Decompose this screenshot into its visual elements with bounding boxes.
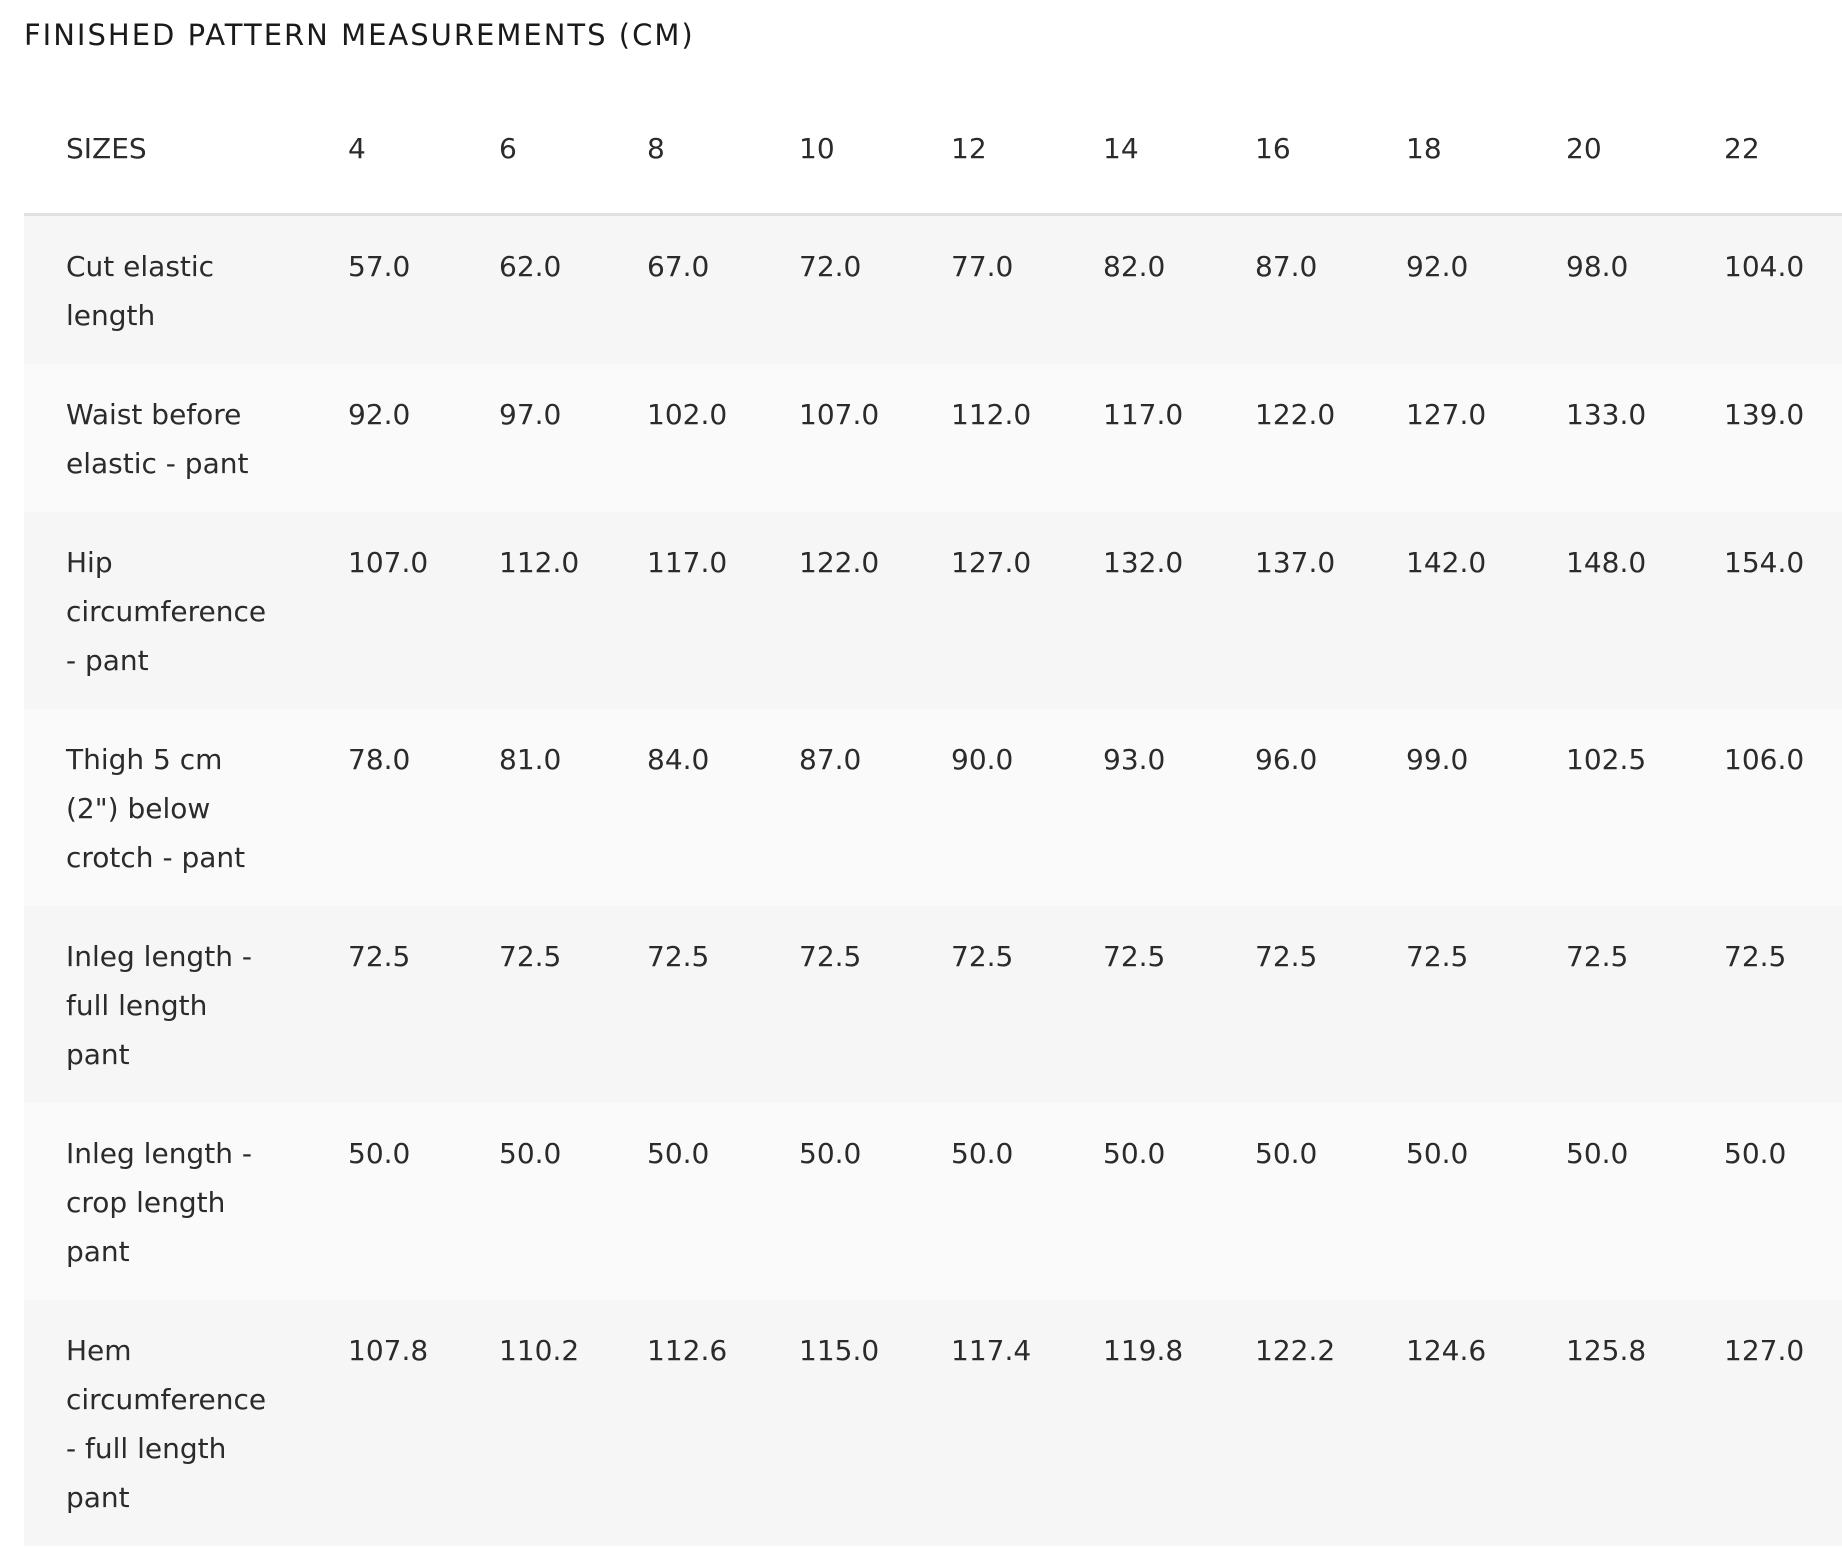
table-cell: 96.0	[1255, 742, 1318, 776]
table-cell: 81.0	[499, 742, 562, 776]
row-label	[24, 709, 348, 906]
table-cell: 106.0	[1724, 742, 1805, 776]
table-cell: 72.5	[1566, 939, 1629, 973]
table-row	[24, 709, 1842, 906]
header-size: 18	[1406, 86, 1566, 214]
table-cell: 50.0	[1566, 1136, 1629, 1170]
table-cell: 50.0	[951, 1136, 1014, 1170]
table-cell: 72.5	[499, 939, 562, 973]
table-cell: 115.0	[799, 1333, 880, 1367]
table-cell: 72.5	[348, 939, 411, 973]
header-size: 6	[499, 86, 647, 214]
table-cell: 90.0	[951, 742, 1014, 776]
table-cell: 72.5	[647, 939, 710, 973]
table-cell: 77.0	[951, 249, 1014, 283]
table-cell: 92.0	[1406, 249, 1469, 283]
table-cell: 125.8	[1566, 1333, 1647, 1367]
row-label-text: Inleg length - crop length pant	[66, 1136, 252, 1268]
table-cell: 107.0	[348, 545, 429, 579]
row-label-text: Thigh 5 cm (2") below crotch - pant	[66, 742, 246, 874]
table-cell: 137.0	[1255, 545, 1336, 579]
table-cell: 72.5	[951, 939, 1014, 973]
table-cell: 102.5	[1566, 742, 1647, 776]
row-label-text: Waist before elastic - pant	[66, 397, 249, 480]
header-size: 20	[1566, 86, 1724, 214]
measurements-table	[24, 86, 1842, 1546]
table-cell: 72.5	[1255, 939, 1318, 973]
header-size: 8	[647, 86, 799, 214]
table-cell: 57.0	[348, 249, 411, 283]
table-cell: 112.0	[499, 545, 580, 579]
header-sizes-label: SIZES	[24, 86, 348, 214]
header-size: 4	[348, 86, 499, 214]
table-cell: 72.5	[1724, 939, 1787, 973]
table-cell: 50.0	[348, 1136, 411, 1170]
table-cell: 97.0	[499, 397, 562, 431]
table-cell: 92.0	[348, 397, 411, 431]
table-cell: 87.0	[799, 742, 862, 776]
table-cell: 154.0	[1724, 545, 1805, 579]
table-cell: 67.0	[647, 249, 710, 283]
header-size: 22	[1724, 86, 1842, 214]
header-size: 10	[799, 86, 951, 214]
table-cell: 124.6	[1406, 1333, 1487, 1367]
row-label	[24, 1300, 348, 1546]
table-cell: 142.0	[1406, 545, 1487, 579]
table-cell: 104.0	[1724, 249, 1805, 283]
table-cell: 50.0	[1103, 1136, 1166, 1170]
table-cell: 99.0	[1406, 742, 1469, 776]
table-cell: 50.0	[1406, 1136, 1469, 1170]
row-label-text: Hip circumference - pant	[66, 545, 267, 677]
table-cell: 117.0	[1103, 397, 1184, 431]
table-cell: 72.0	[799, 249, 862, 283]
row-label	[24, 364, 348, 512]
table-cell: 107.8	[348, 1333, 429, 1367]
table-cell: 50.0	[799, 1136, 862, 1170]
table-row	[24, 1300, 1842, 1546]
table-cell: 148.0	[1566, 545, 1647, 579]
table-cell: 98.0	[1566, 249, 1629, 283]
table-cell: 72.5	[799, 939, 862, 973]
table-cell: 122.0	[799, 545, 880, 579]
table-cell: 133.0	[1566, 397, 1647, 431]
table-cell: 87.0	[1255, 249, 1318, 283]
table-cell: 50.0	[1724, 1136, 1787, 1170]
table-cell: 112.0	[951, 397, 1032, 431]
table-cell: 72.5	[1406, 939, 1469, 973]
table-row	[24, 1103, 1842, 1300]
table-cell: 139.0	[1724, 397, 1805, 431]
table-row	[24, 364, 1842, 512]
header-size: 14	[1103, 86, 1255, 214]
table-cell: 110.2	[499, 1333, 580, 1367]
table-cell: 50.0	[1255, 1136, 1318, 1170]
table-header-row	[24, 86, 1842, 214]
page-title: FINISHED PATTERN MEASUREMENTS (CM)	[24, 18, 695, 52]
table-row	[24, 512, 1842, 709]
table-cell: 127.0	[1724, 1333, 1805, 1367]
table-cell: 117.0	[647, 545, 728, 579]
table-cell: 102.0	[647, 397, 728, 431]
table-cell: 127.0	[1406, 397, 1487, 431]
table-cell: 78.0	[348, 742, 411, 776]
row-label	[24, 906, 348, 1103]
table-cell: 112.6	[647, 1333, 728, 1367]
table-cell: 117.4	[951, 1333, 1032, 1367]
row-label-text: Cut elastic length	[66, 249, 215, 332]
row-label	[24, 512, 348, 709]
table-cell: 127.0	[951, 545, 1032, 579]
table-cell: 132.0	[1103, 545, 1184, 579]
table-row	[24, 906, 1842, 1103]
header-size: 16	[1255, 86, 1406, 214]
table-cell: 93.0	[1103, 742, 1166, 776]
row-label-text: Hem circumference - full length pant	[66, 1333, 267, 1514]
table-cell: 72.5	[1103, 939, 1166, 973]
table-cell: 122.2	[1255, 1333, 1336, 1367]
table-cell: 107.0	[799, 397, 880, 431]
row-label	[24, 214, 348, 364]
table-cell: 50.0	[499, 1136, 562, 1170]
header-size: 12	[951, 86, 1103, 214]
table-cell: 122.0	[1255, 397, 1336, 431]
table-row	[24, 214, 1842, 364]
row-label-text: Inleg length - full length pant	[66, 939, 252, 1071]
table-cell: 62.0	[499, 249, 562, 283]
row-label	[24, 1103, 348, 1300]
table-cell: 119.8	[1103, 1333, 1184, 1367]
table-cell: 82.0	[1103, 249, 1166, 283]
table-cell: 50.0	[647, 1136, 710, 1170]
table-cell: 84.0	[647, 742, 710, 776]
